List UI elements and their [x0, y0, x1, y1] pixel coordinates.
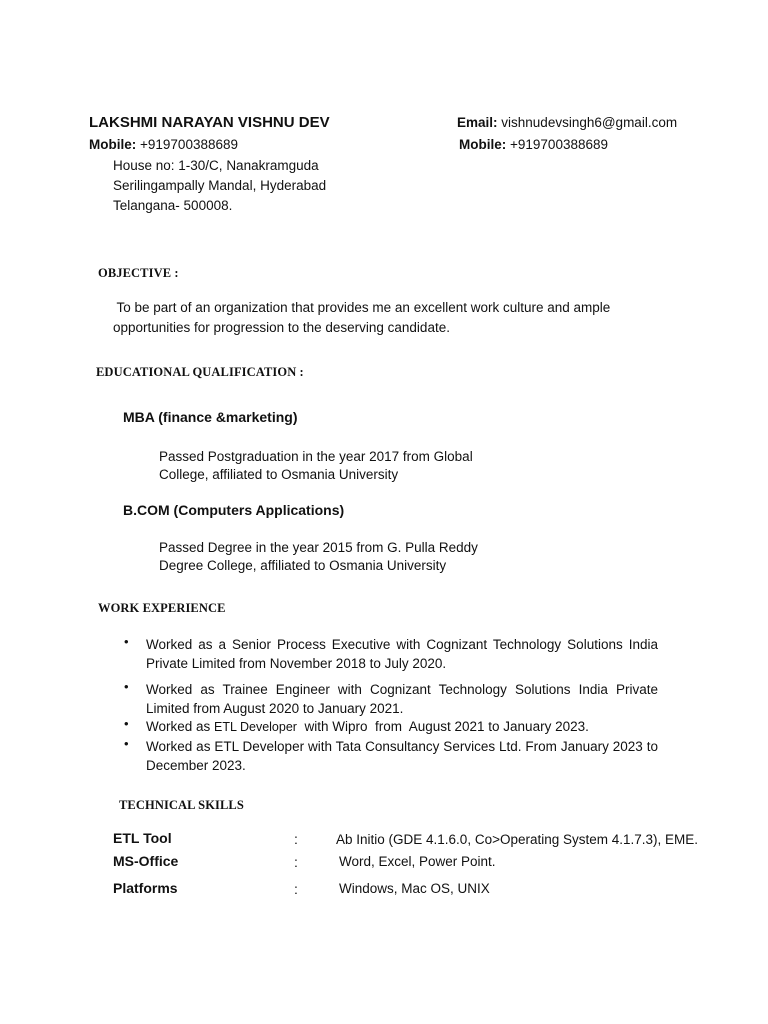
mobile-value: +919700388689: [140, 137, 238, 152]
skill-value: Word, Excel, Power Point.: [339, 854, 496, 869]
email-label: Email:: [457, 115, 498, 130]
degree-detail: Passed Postgraduation in the year 2017 from Global: [159, 449, 473, 464]
skill-value: Windows, Mac OS, UNIX: [339, 881, 490, 896]
mobile-label: Mobile:: [89, 137, 137, 152]
objective-text: To be part of an organization that provides me an excellent work culture and ample: [113, 300, 611, 315]
experience-item-prefix: Worked as: [146, 719, 215, 734]
mobile-line-left: [89, 137, 238, 152]
degree-detail: College, affiliated to Osmania University: [159, 467, 399, 482]
mobile-value: +919700388689: [510, 137, 608, 152]
degree-detail: Passed Degree in the year 2015 from G. Pulla Reddy: [159, 540, 478, 555]
experience-item-suffix: with Wipro from August 2021 to January 2023.: [296, 719, 589, 734]
skill-colon: :: [294, 854, 298, 870]
skill-colon: :: [294, 831, 298, 847]
mobile-line-right: [459, 137, 608, 152]
mobile-label: Mobile:: [459, 137, 507, 152]
bullet-icon: •: [124, 716, 129, 731]
experience-item: Worked as ETL Developer with Tata Consultancy Services Ltd. From January 2023 to December 2023.: [146, 739, 658, 773]
skill-colon: :: [294, 881, 298, 897]
degree-title: [123, 409, 298, 425]
degree-title-text: MBA (finance &marketing): [123, 409, 298, 425]
bullet-icon: •: [124, 679, 129, 694]
candidate-name: LAKSHMI NARAYAN VISHNU DEV: [89, 114, 330, 131]
address-line: Serilingampally Mandal, Hyderabad: [113, 178, 327, 193]
skills-heading: TECHNICAL SKILLS: [119, 798, 244, 812]
education-heading: EDUCATIONAL QUALIFICATION :: [96, 365, 304, 379]
skill-label: Platforms: [113, 880, 178, 896]
address-line: Telangana- 500008.: [113, 198, 233, 213]
objective-heading: OBJECTIVE :: [98, 266, 179, 280]
bullet-icon: •: [124, 634, 129, 649]
skill-value: Ab Initio (GDE 4.1.6.0, Co>Operating System 4.1.7.3), EME.: [336, 832, 699, 847]
bullet-icon: •: [124, 736, 129, 751]
experience-item: Worked as Trainee Engineer with Cognizant Technology Solutions India Private Limited from August 2020 to January 2021.: [146, 682, 658, 716]
address-line: House no: 1-30/C, Nanakramguda: [113, 158, 319, 173]
degree-detail: Degree College, affiliated to Osmania University: [159, 558, 447, 573]
skill-label: ETL Tool: [113, 830, 172, 846]
email-line: [457, 115, 677, 130]
experience-item-role: ETL Developer: [214, 720, 297, 734]
skill-label: MS-Office: [113, 853, 179, 869]
objective-text: opportunities for progression to the deserving candidate.: [113, 320, 450, 335]
experience-item: Worked as a Senior Process Executive with Cognizant Technology Solutions India Private Limited from November 2018 to July 2020.: [146, 637, 658, 671]
experience-heading: WORK EXPERIENCE: [98, 601, 226, 615]
email-value: vishnudevsingh6@gmail.com: [501, 115, 678, 130]
experience-item: [146, 717, 658, 737]
degree-title: B.COM (Computers Applications): [123, 502, 345, 518]
